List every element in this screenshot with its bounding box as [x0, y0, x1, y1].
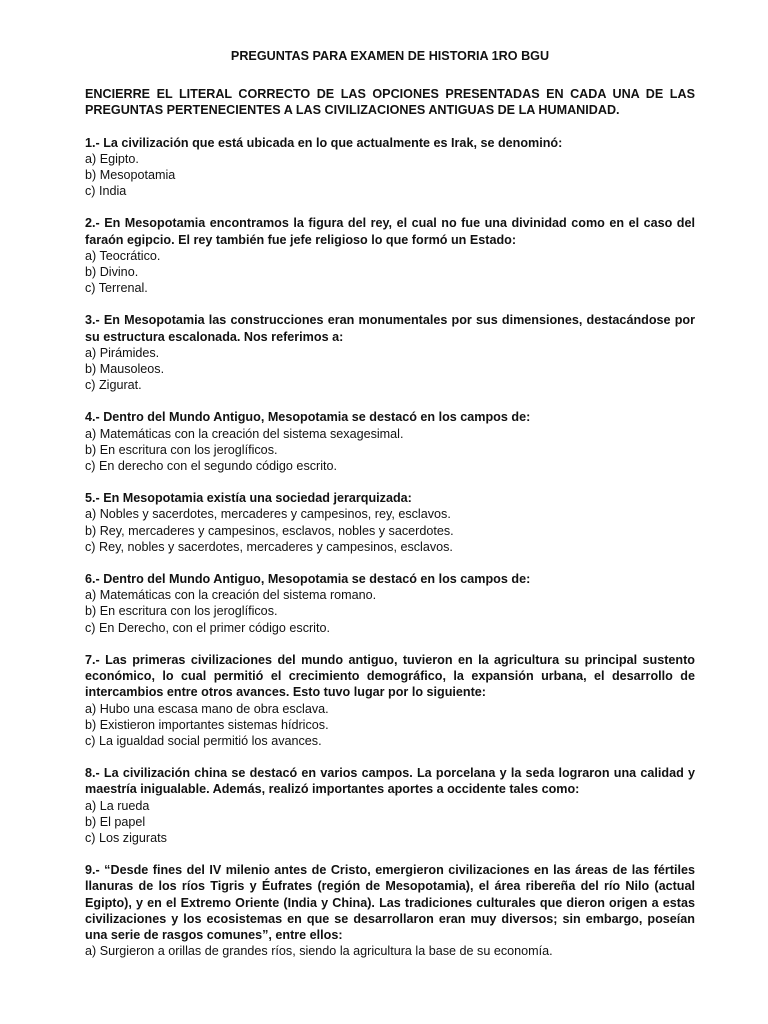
- option-a[interactable]: a) Teocrático.: [85, 248, 161, 263]
- question-text: 5.- En Mesopotamia existía una sociedad jerarquizada:: [85, 491, 412, 506]
- option-a[interactable]: a) Matemáticas con la creación del sistema sexagesimal.: [85, 426, 404, 441]
- option-c[interactable]: c) Rey, nobles y sacerdotes, mercaderes y campesinos, esclavos.: [85, 539, 453, 554]
- option-c[interactable]: c) La igualdad social permitió los avances.: [85, 733, 322, 748]
- option-list: [85, 506, 695, 555]
- option-b[interactable]: b) Existieron importantes sistemas hídricos.: [85, 717, 329, 732]
- question-1: [85, 135, 695, 200]
- option-c[interactable]: c) Los zigurats: [85, 830, 167, 845]
- option-c[interactable]: c) India: [85, 184, 127, 199]
- option-list: [85, 798, 695, 847]
- question-7: [85, 652, 695, 749]
- question-4: [85, 409, 695, 474]
- option-b[interactable]: b) En escritura con los jeroglíficos.: [85, 604, 278, 619]
- option-a[interactable]: a) Hubo una escasa mano de obra esclava.: [85, 701, 329, 716]
- exam-page: [85, 48, 695, 975]
- option-b[interactable]: b) Mausoleos.: [85, 362, 165, 377]
- option-b[interactable]: b) Rey, mercaderes y campesinos, esclavos, nobles y sacerdotes.: [85, 523, 454, 538]
- question-9: [85, 862, 695, 959]
- question-5: [85, 490, 695, 555]
- question-6: [85, 571, 695, 636]
- option-list: [85, 943, 695, 959]
- question-text: 4.- Dentro del Mundo Antiguo, Mesopotamia se destacó en los campos de:: [85, 410, 531, 425]
- option-b[interactable]: b) Divino.: [85, 265, 139, 280]
- option-list: [85, 701, 695, 750]
- option-a[interactable]: a) Egipto.: [85, 151, 139, 166]
- question-list: [85, 135, 695, 960]
- option-list: [85, 587, 695, 636]
- option-list: [85, 248, 695, 297]
- question-text: 1.- La civilización que está ubicada en lo que actualmente es Irak, se denominó:: [85, 135, 563, 150]
- option-a[interactable]: a) Pirámides.: [85, 345, 160, 360]
- option-list: [85, 151, 695, 200]
- option-b[interactable]: b) En escritura con los jeroglíficos.: [85, 442, 278, 457]
- option-a[interactable]: a) Matemáticas con la creación del sistema romano.: [85, 588, 377, 603]
- question-text: 6.- Dentro del Mundo Antiguo, Mesopotamia se destacó en los campos de:: [85, 572, 531, 587]
- question-2: [85, 215, 695, 296]
- option-b[interactable]: b) Mesopotamia: [85, 168, 176, 183]
- instructions: ENCIERRE EL LITERAL CORRECTO DE LAS OPCIONES PRESENTADAS EN CADA UNA DE LAS PREGUNTAS PERTENECIENTES A LAS CIVILIZACIONES ANTIGUAS DE LA HUMANIDAD.: [85, 87, 695, 118]
- option-list: [85, 345, 695, 394]
- option-list: [85, 426, 695, 475]
- question-text: 3.- En Mesopotamia las construcciones eran monumentales por sus dimensiones, destacándose por su estructura escalonada. Nos referimos a:: [85, 313, 695, 344]
- question-text: 7.- Las primeras civilizaciones del mundo antiguo, tuvieron en la agricultura su principal sustento económico, lo cual permitió el crecimiento demográfico, la expansión urbana, el desarrollo de intercambios entre otros avances. Esto tuvo lugar por lo siguiente:: [85, 652, 695, 700]
- option-a[interactable]: a) Surgieron a orillas de grandes ríos, siendo la agricultura la base de su economía.: [85, 944, 553, 959]
- option-b[interactable]: b) El papel: [85, 814, 146, 829]
- option-c[interactable]: c) En derecho con el segundo código escrito.: [85, 459, 338, 474]
- question-3: [85, 312, 695, 393]
- question-8: [85, 765, 695, 846]
- option-a[interactable]: a) La rueda: [85, 798, 150, 813]
- option-c[interactable]: c) Terrenal.: [85, 281, 148, 296]
- option-c[interactable]: c) En Derecho, con el primer código escrito.: [85, 620, 330, 635]
- page-title: PREGUNTAS PARA EXAMEN DE HISTORIA 1RO BGU: [230, 49, 550, 63]
- question-text: 8.- La civilización china se destacó en varios campos. La porcelana y la seda lograron una calidad y maestría inigualable. Además, realizó importantes aportes a occidente tales como:: [85, 766, 695, 797]
- question-text: 2.- En Mesopotamia encontramos la figura del rey, el cual no fue una divinidad como en el caso del faraón egipcio. El rey también fue jefe religioso lo que formó un Estado:: [85, 216, 695, 247]
- option-c[interactable]: c) Zigurat.: [85, 378, 142, 393]
- question-text: 9.- “Desde fines del IV milenio antes de Cristo, emergieron civilizaciones en las áreas de las fértiles llanuras de los ríos Tigris y Éufrates (región de Mesopotamia), el área ribereña del río Nilo (actual Egipto), y en el Extremo Oriente (India y China). Las tradiciones culturales que dieron origen a estas civilizaciones y los ecosistemas en que se desarrollaron eran muy diversos; sin embargo, poseían una serie de rasgos comunes”, entre ellos:: [85, 863, 695, 942]
- option-a[interactable]: a) Nobles y sacerdotes, mercaderes y campesinos, rey, esclavos.: [85, 507, 451, 522]
